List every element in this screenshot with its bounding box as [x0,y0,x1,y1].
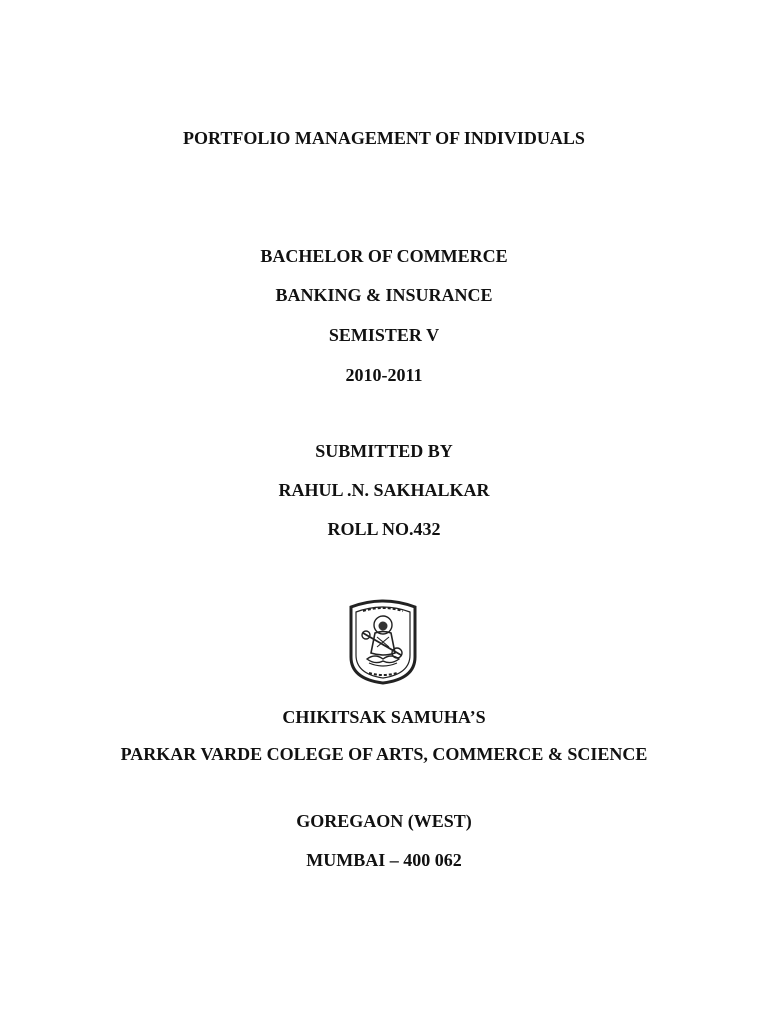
college-locality: GOREGAON (WEST) [296,811,472,831]
academic-year: 2010-2011 [345,365,423,385]
project-title: PORTFOLIO MANAGEMENT OF INDIVIDUALS [183,128,585,148]
college-seal-icon [343,597,423,685]
student-name: RAHUL .N. SAKHALKAR [278,480,490,500]
trust-name: CHIKITSAK SAMUHA’S [282,707,486,727]
degree-specialization: BANKING & INSURANCE [275,285,493,305]
roll-number: ROLL NO.432 [327,519,441,539]
degree-program: BACHELOR OF COMMERCE [260,246,508,266]
college-name: PARKAR VARDE COLEGE OF ARTS, COMMERCE & SCIENCE [120,744,648,764]
submitted-by-label: SUBMITTED BY [315,441,453,461]
semester: SEMISTER V [328,325,440,345]
college-city: MUMBAI – 400 062 [306,850,462,870]
